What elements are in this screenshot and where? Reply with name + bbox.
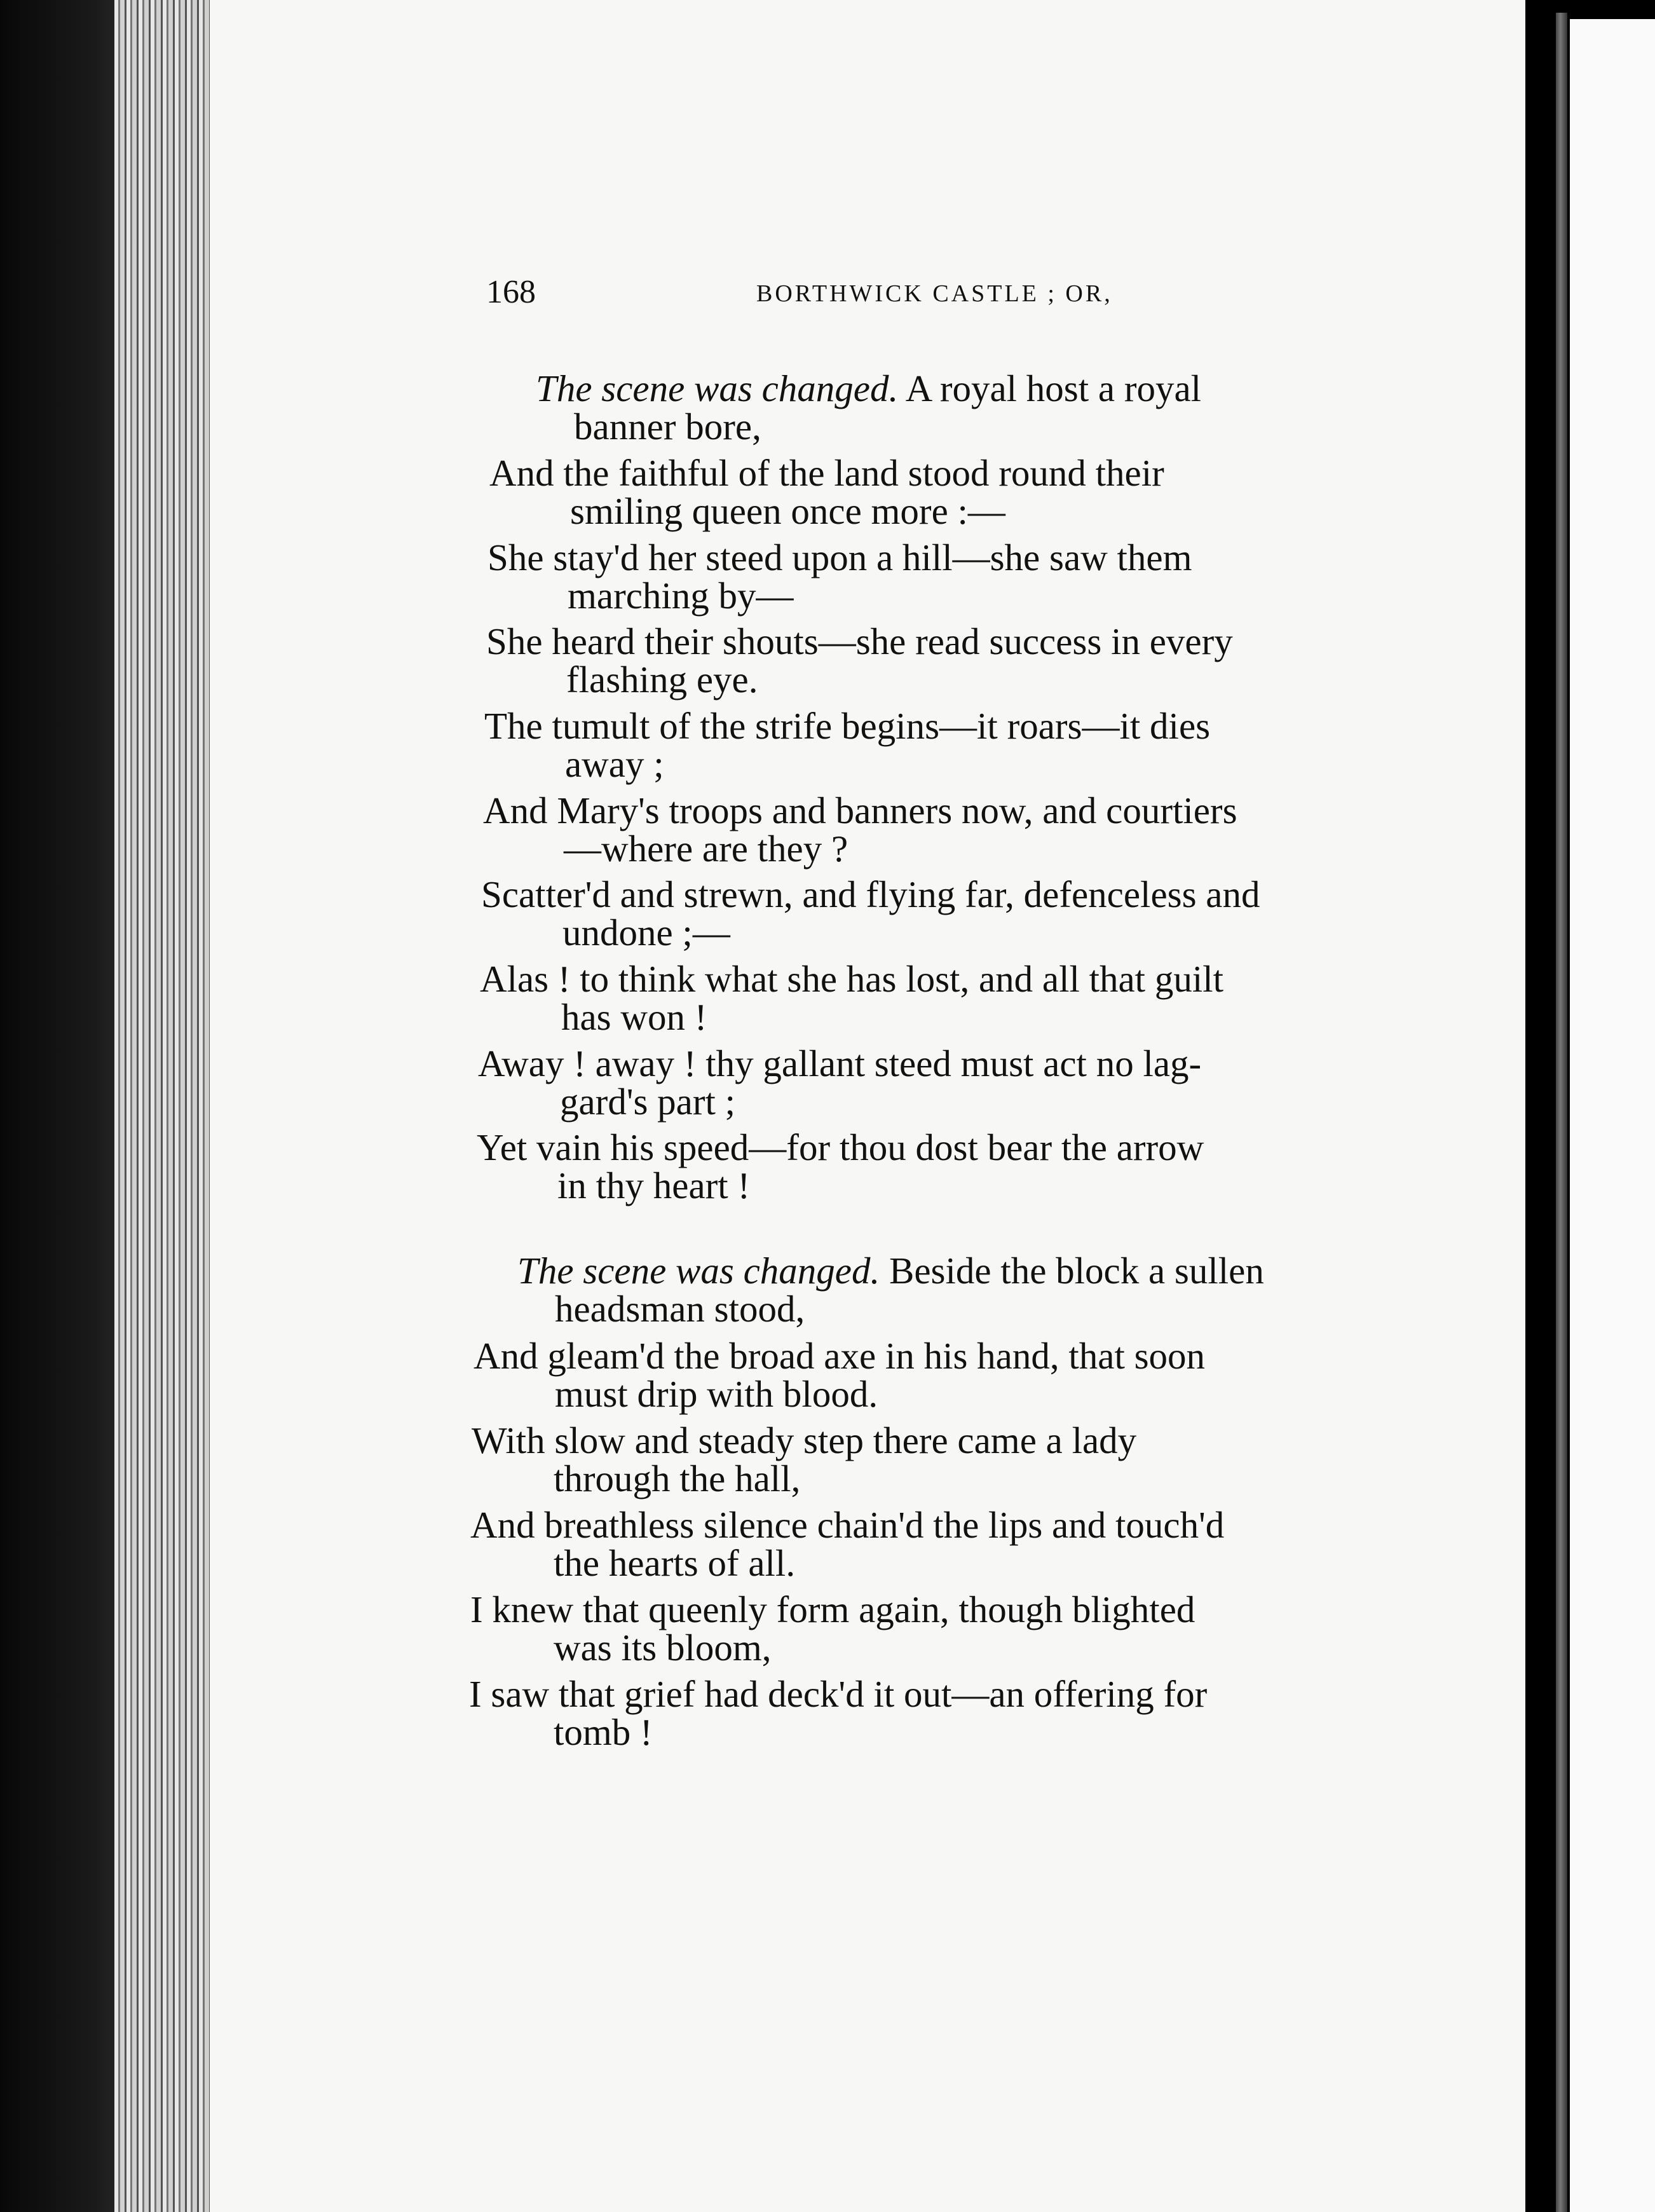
verse-line: Away ! away ! thy gallant steed must act no lag- [478,1042,1202,1084]
verse-line: The scene was changed. Beside the block a sullen [517,1250,1264,1292]
opening-phrase: The scene was changed. [517,1250,880,1292]
verse-continuation: headsman stood, [555,1288,805,1330]
opening-phrase: The scene was changed. [536,367,899,409]
next-page-sliver [1570,19,1655,2212]
verse-continuation: must drip with blood. [555,1373,878,1415]
verse-continuation: away ; [565,743,664,785]
verse-continuation: through the hall, [554,1458,801,1499]
page-edges [114,0,210,2212]
verse-line: And breathless silence chain'd the lips and touch'd [470,1504,1225,1546]
verse-line: I saw that grief had deck'd it out—an offering for [469,1673,1208,1715]
verse-continuation: flashing eye. [566,659,758,700]
verse-continuation: tomb ! [554,1711,653,1753]
verse-continuation: gard's part ; [560,1081,736,1123]
verse-line: Alas ! to think what she has lost, and all that guilt [480,958,1224,1000]
verse-continuation: undone ;— [562,911,730,953]
verse-continuation: banner bore, [574,406,761,447]
running-head: BORTHWICK CASTLE ; OR, [756,280,1113,307]
verse-line: The scene was changed. A royal host a royal [536,367,1202,409]
verse-line: She heard their shouts—she read success in every [486,620,1233,662]
book-page [210,0,1544,2212]
verse-continuation: marching by— [568,575,794,617]
verse-line: I knew that queenly form again, though blighted [470,1588,1195,1630]
verse-line: And the faithful of the land stood round their [489,452,1164,494]
verse-line: She stay'd her steed upon a hill—she saw them [487,536,1192,578]
verse-continuation: in thy heart ! [557,1164,751,1206]
verse-continuation: the hearts of all. [554,1542,796,1584]
verse-continuation: —where are they ? [564,828,848,870]
verse-line: And gleam'd the broad axe in his hand, that soon [473,1335,1206,1377]
verse-continuation: smiling queen once more :— [570,490,1005,532]
verse-line: With slow and steady step there came a lady [472,1419,1137,1461]
page-header [486,273,1408,324]
verse-line: Scatter'd and strewn, and flying far, defenceless and [481,873,1260,915]
verse-continuation: has won ! [561,996,707,1038]
page-number: 168 [486,274,536,310]
next-page-edge [1556,13,1567,2212]
verse-line: And Mary's troops and banners now, and courtiers [483,789,1237,831]
verse-line: The tumult of the strife begins—it roars—it dies [484,705,1211,747]
verse-continuation: was its bloom, [554,1627,772,1669]
verse-line: Yet vain his speed—for thou dost bear the arrow [477,1126,1204,1168]
